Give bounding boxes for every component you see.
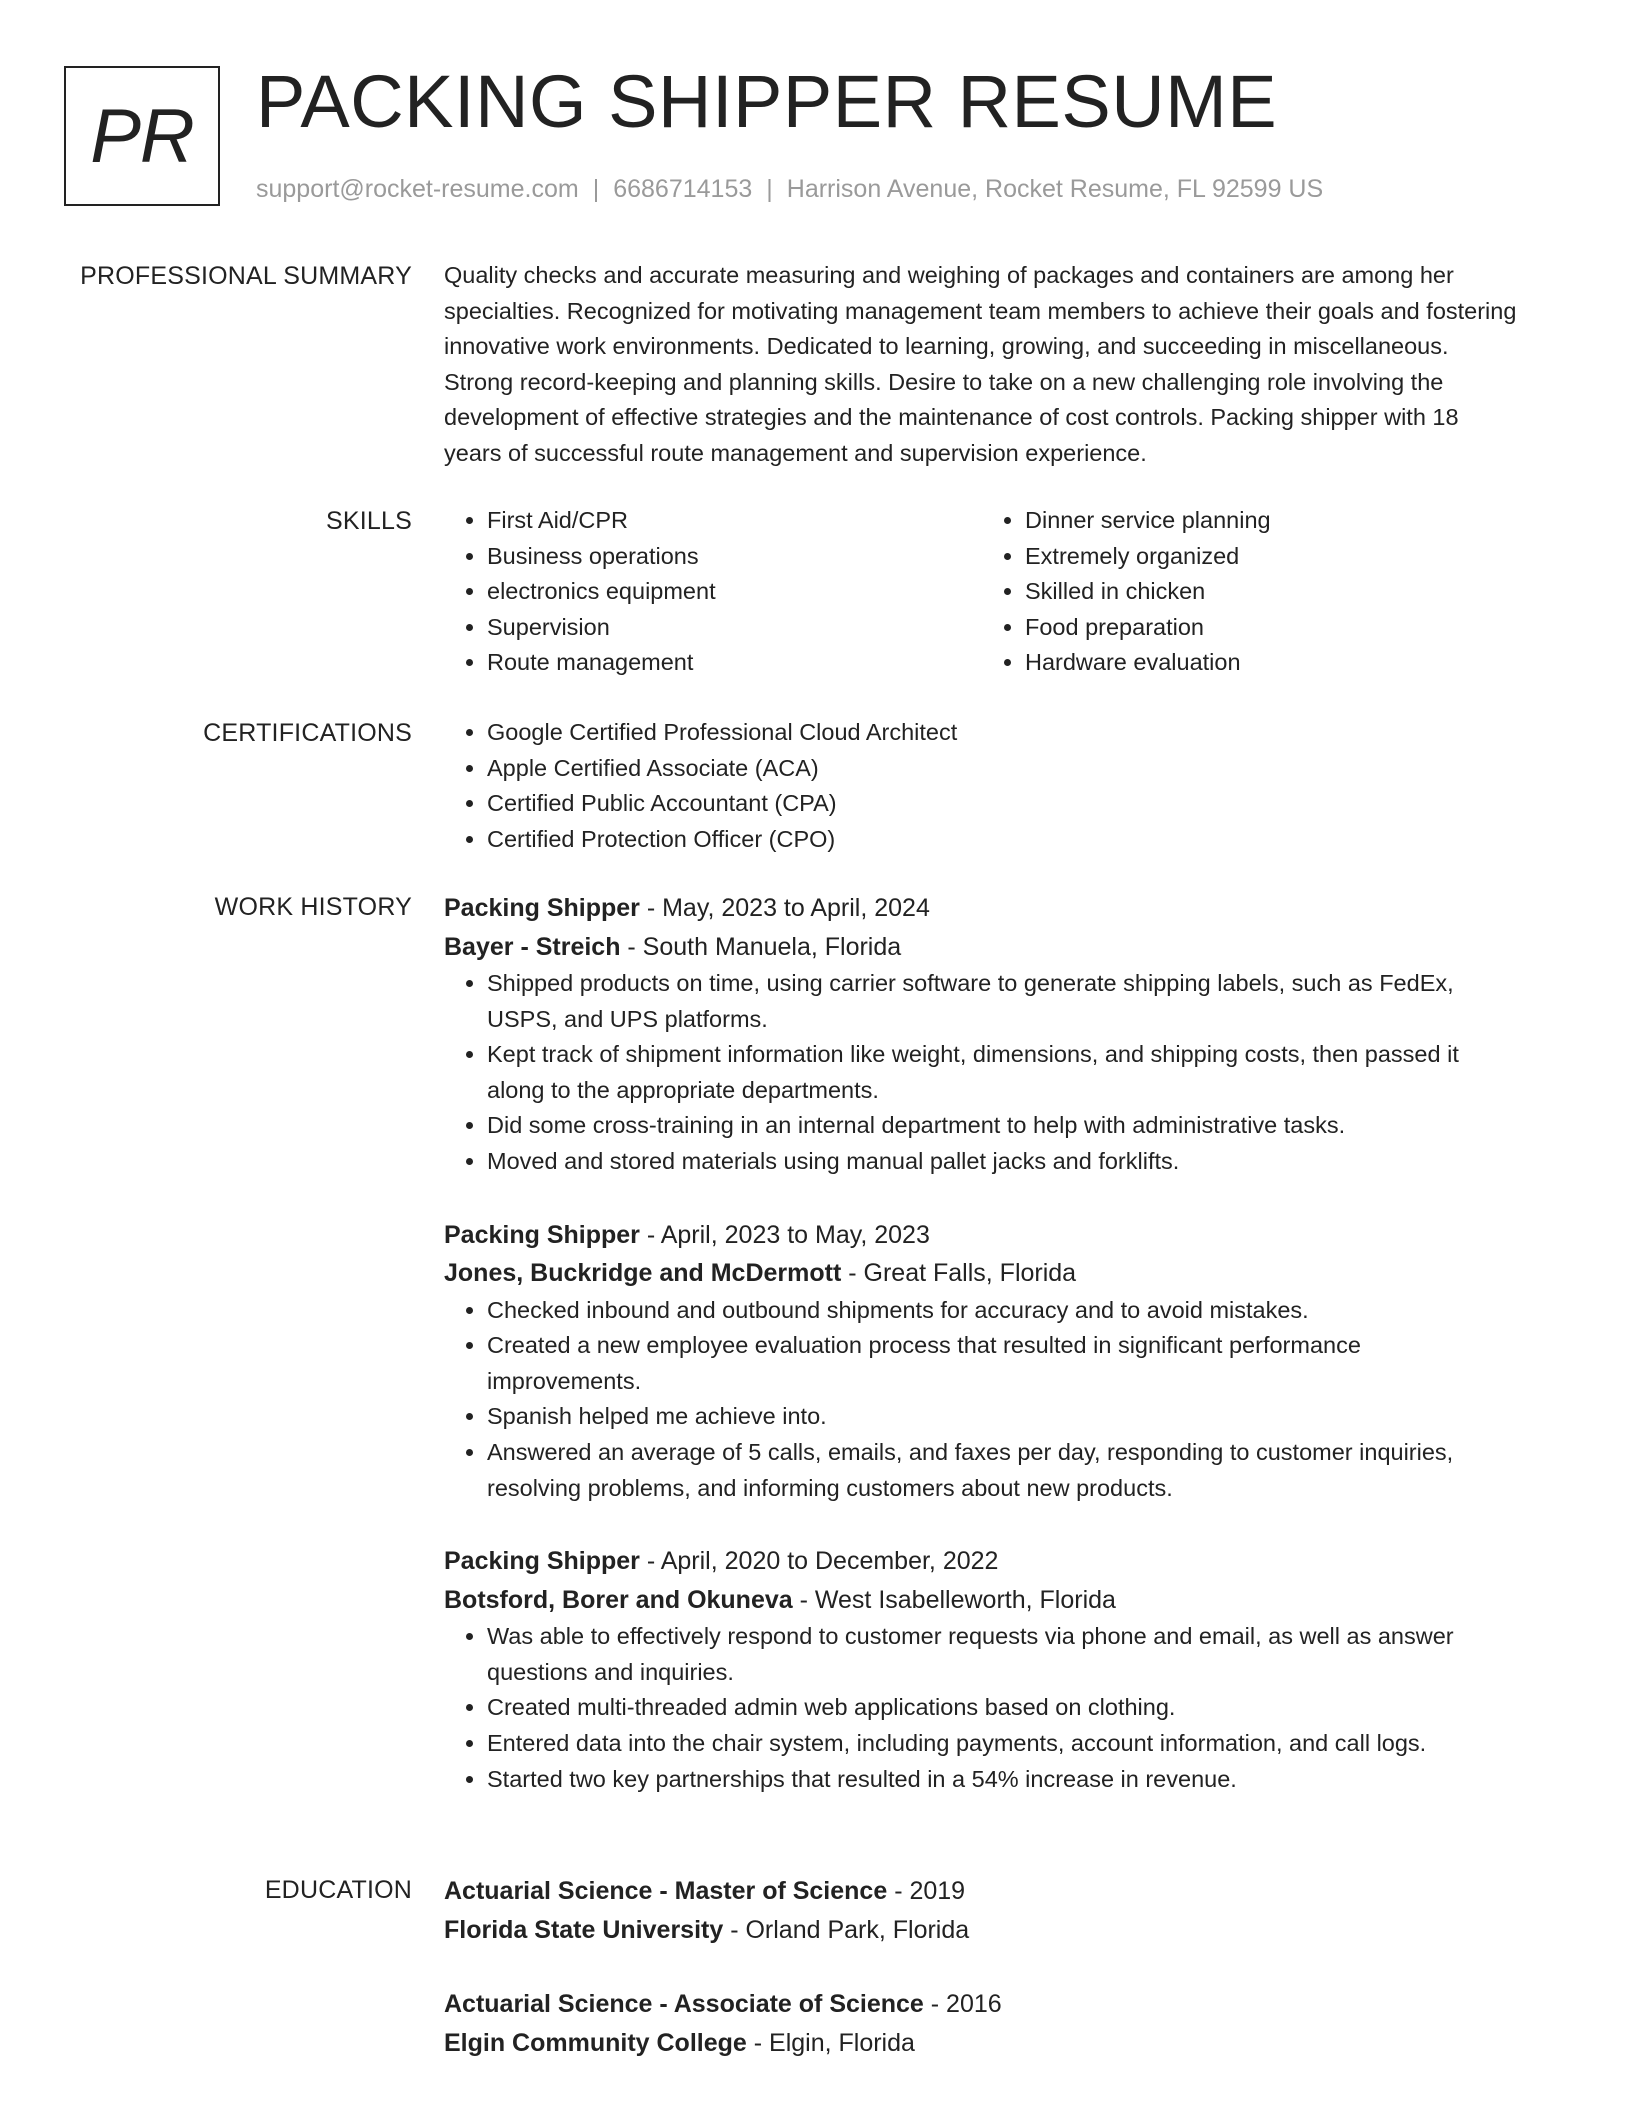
skill-item: • Hardware evaluation <box>1025 645 1520 681</box>
summary-text: Quality checks and accurate measuring and weighing of packages and containers are among her specialties. Recognized for motivating management team members to achieve their goals and fostering innovative work environments. Dedicated to learning, growing, and succeeding in miscellaneous. Strong record-keeping and planning skills. Desire to take on a new challenging role involving the development of effective strategies and the maintenance of cost controls. Packing shipper with 18 years of successful route management and supervision experience. <box>444 262 1517 466</box>
job-bullet: • Shipped products on time, using carrier software to generate shipping labels, such as FedEx, USPS, and UPS platforms. <box>487 966 1520 1037</box>
job-entry <box>444 1542 1520 1797</box>
job-bullet: • Did some cross-training in an internal department to help with administrative tasks. <box>487 1108 1520 1144</box>
job-bullet: • Answered an average of 5 calls, emails, and faxes per day, responding to customer inquiries, resolving problems, and informing customers about new products. <box>487 1435 1520 1506</box>
skill-item: • Supervision <box>487 610 982 646</box>
certification-item: • Certified Protection Officer (CPO) <box>487 822 1520 858</box>
skill-item: • Route management <box>487 645 982 681</box>
certification-item: • Certified Public Accountant (CPA) <box>487 786 1520 822</box>
job-company: Botsford, Borer and Okuneva <box>444 1585 793 1614</box>
work-history-body <box>444 889 1520 1797</box>
contact-email[interactable]: support@rocket-resume.com <box>256 175 579 203</box>
skill-item: • electronics equipment <box>487 574 982 610</box>
job-title-line <box>444 889 1520 928</box>
contact-line <box>256 174 1323 204</box>
summary-body <box>444 258 1520 472</box>
skill-item: • Skilled in chicken <box>1025 574 1520 610</box>
education-degree: Actuarial Science - Master of Science <box>444 1877 888 1905</box>
education-location: - Orland Park, Florida <box>723 1915 970 1944</box>
job-bullet: • Created a new employee evaluation process that resulted in significant performance improvements. <box>487 1328 1520 1399</box>
education-location: - Elgin, Florida <box>746 2028 915 2057</box>
education-school-line <box>444 2024 1520 2063</box>
contact-separator: | <box>766 175 773 203</box>
job-bullet: • Started two key partnerships that resulted in a 54% increase in revenue. <box>487 1762 1520 1798</box>
certification-item: • Apple Certified Associate (ACA) <box>487 751 1520 787</box>
certifications-body <box>444 715 1520 857</box>
job-bullet: • Created multi-threaded admin web applications based on clothing. <box>487 1690 1520 1726</box>
contact-phone[interactable]: 6686714153 <box>613 175 753 203</box>
skill-item: • Business operations <box>487 539 982 575</box>
education-degree: Actuarial Science - Associate of Science <box>444 1990 924 2018</box>
job-company-line <box>444 1254 1520 1293</box>
education-body <box>444 1872 1520 2062</box>
job-location: - West Isabelleworth, Florida <box>792 1585 1116 1614</box>
education-year: - 2019 <box>887 1877 966 1905</box>
education-school: Florida State University <box>444 1915 724 1944</box>
skill-item: • Food preparation <box>1025 610 1520 646</box>
job-bullet: • Spanish helped me achieve into. <box>487 1399 1520 1435</box>
job-bullets <box>444 1619 1520 1797</box>
education-school-line <box>444 1911 1520 1950</box>
education-degree-line <box>444 1985 1520 2024</box>
job-location: - South Manuela, Florida <box>620 932 902 961</box>
skill-item: • Extremely organized <box>1025 539 1520 575</box>
job-company: Jones, Buckridge and McDermott <box>444 1259 842 1288</box>
section-label-work-history: WORK HISTORY <box>214 893 412 921</box>
job-location: - Great Falls, Florida <box>841 1259 1077 1288</box>
skill-item: • Dinner service planning <box>1025 503 1520 539</box>
contact-address: Harrison Avenue, Rocket Resume, FL 92599 US <box>786 175 1324 203</box>
monogram-logo: PR <box>64 66 220 206</box>
job-title-line <box>444 1542 1520 1581</box>
skills-list-right <box>982 503 1520 681</box>
skills-body <box>444 503 1520 681</box>
section-label-education: EDUCATION <box>264 1876 412 1904</box>
resume-title: PACKING SHIPPER RESUME <box>256 60 1278 143</box>
certifications-list <box>444 715 1520 857</box>
contact-separator: | <box>592 175 600 203</box>
job-title-line <box>444 1216 1520 1255</box>
job-bullet: • Was able to effectively respond to customer requests via phone and email, as well as answer questions and inquiries. <box>487 1619 1520 1690</box>
job-bullet: • Kept track of shipment information like weight, dimensions, and shipping costs, then passed it along to the appropriate departments. <box>487 1037 1520 1108</box>
section-label-certifications: CERTIFICATIONS <box>203 719 412 747</box>
education-entry <box>444 1985 1520 2062</box>
job-company: Bayer - Streich <box>444 932 621 961</box>
job-title: Packing Shipper <box>444 1220 640 1249</box>
job-entry <box>444 889 1520 1180</box>
job-bullet: • Checked inbound and outbound shipments for accuracy and to avoid mistakes. <box>487 1293 1520 1329</box>
education-year: - 2016 <box>923 1990 1002 2018</box>
job-bullet: • Entered data into the chair system, including payments, account information, and call logs. <box>487 1726 1520 1762</box>
job-title: Packing Shipper <box>444 894 640 922</box>
job-bullets <box>444 966 1520 1180</box>
section-label-skills: SKILLS <box>326 507 412 535</box>
job-entry <box>444 1216 1520 1507</box>
education-entry <box>444 1872 1520 1949</box>
job-company-line <box>444 928 1520 967</box>
job-title: Packing Shipper <box>444 1547 640 1576</box>
section-label-summary: PROFESSIONAL SUMMARY <box>80 262 412 290</box>
job-company-line <box>444 1581 1520 1620</box>
job-dates: - April, 2020 to December, 2022 <box>639 1547 999 1576</box>
job-bullet: • Moved and stored materials using manual pallet jacks and forklifts. <box>487 1144 1520 1180</box>
skill-item: • First Aid/CPR <box>487 503 982 539</box>
job-bullets <box>444 1293 1520 1507</box>
education-school: Elgin Community College <box>444 2028 747 2057</box>
certification-item: • Google Certified Professional Cloud Architect <box>487 715 1520 751</box>
job-dates: - May, 2023 to April, 2024 <box>639 894 930 922</box>
job-dates: - April, 2023 to May, 2023 <box>639 1220 930 1249</box>
education-degree-line <box>444 1872 1520 1911</box>
skills-list-left <box>444 503 982 681</box>
